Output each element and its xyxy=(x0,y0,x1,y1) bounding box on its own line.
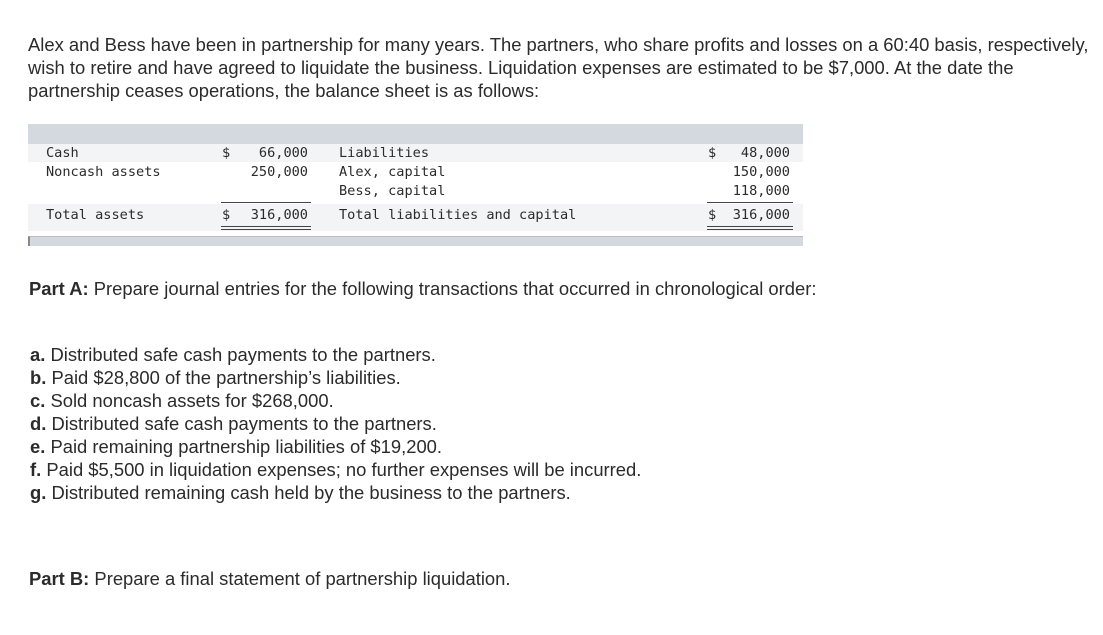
balance-sheet xyxy=(28,124,803,247)
total-claims-label: Total liabilities and capital xyxy=(339,207,577,223)
list-item xyxy=(30,412,641,435)
part-a-label: Part A: xyxy=(29,278,89,299)
claim-label-alex-capital: Alex, capital xyxy=(339,164,446,180)
list-item xyxy=(30,343,641,366)
total-assets-dollar-sign: $ xyxy=(222,207,231,223)
transaction-letter: f. xyxy=(30,459,42,480)
asset-label-cash: Cash xyxy=(46,145,79,161)
asset-amount-noncash: 250,000 xyxy=(250,164,308,180)
transaction-text: Paid remaining partnership liabilities of $19,200. xyxy=(50,436,443,457)
transaction-text: Distributed safe cash payments to the partners. xyxy=(50,344,436,365)
balance-sheet-footer-bar xyxy=(28,236,803,246)
transaction-text: Sold noncash assets for $268,000. xyxy=(50,390,334,411)
asset-dollar-sign: $ xyxy=(222,145,231,161)
total-assets-double-rule xyxy=(221,226,311,230)
list-item xyxy=(30,366,641,389)
list-item xyxy=(30,458,641,481)
claim-label-liabilities: Liabilities xyxy=(339,145,430,161)
claim-amount-alex-capital: 150,000 xyxy=(732,164,790,180)
list-item xyxy=(30,389,641,412)
total-assets-amount: 316,000 xyxy=(250,207,308,223)
transaction-list xyxy=(30,343,641,504)
total-claims-double-rule xyxy=(707,226,793,230)
transaction-text: Paid $5,500 in liquidation expenses; no further expenses will be incurred. xyxy=(46,459,642,480)
transaction-letter: g. xyxy=(30,482,47,503)
part-b-text: Prepare a final statement of partnership liquidation. xyxy=(94,568,511,589)
transaction-text: Distributed remaining cash held by the business to the partners. xyxy=(51,482,571,503)
transaction-letter: a. xyxy=(30,344,46,365)
asset-label-noncash: Noncash assets xyxy=(46,164,161,180)
balance-sheet-header-bar xyxy=(28,124,803,144)
part-a-text: Prepare journal entries for the following transactions that occurred in chronological order: xyxy=(93,278,817,299)
problem-intro: Alex and Bess have been in partnership for many years. The partners, who share profits and losses on a 60:40 basis, respectively, wish to retire and have agreed to liquidate the business. Liquidation expenses are estimated to be $7,000. At the date the partnership ceases operations, the balance sheet is as follows: xyxy=(28,34,1089,101)
claim-subtotal-rule xyxy=(707,202,793,203)
transaction-letter: c. xyxy=(30,390,46,411)
claim-amount-bess-capital: 118,000 xyxy=(732,183,790,199)
transaction-text: Distributed safe cash payments to the partners. xyxy=(51,413,437,434)
claim-amount-liabilities: 48,000 xyxy=(740,145,790,161)
asset-subtotal-rule xyxy=(221,202,311,203)
transaction-letter: d. xyxy=(30,413,47,434)
total-assets-label: Total assets xyxy=(46,207,145,223)
part-b-label: Part B: xyxy=(29,568,90,589)
transaction-letter: b. xyxy=(30,367,47,388)
claim-dollar-sign: $ xyxy=(708,145,717,161)
asset-amount-cash: 66,000 xyxy=(258,145,308,161)
total-claims-amount: 316,000 xyxy=(732,207,790,223)
total-claims-dollar-sign: $ xyxy=(708,207,717,223)
part-b-instruction xyxy=(29,567,511,590)
part-a-instruction xyxy=(29,277,816,300)
transaction-letter: e. xyxy=(30,436,46,457)
transaction-text: Paid $28,800 of the partnership’s liabilities. xyxy=(51,367,401,388)
list-item xyxy=(30,481,641,504)
list-item xyxy=(30,435,641,458)
claim-label-bess-capital: Bess, capital xyxy=(339,183,446,199)
